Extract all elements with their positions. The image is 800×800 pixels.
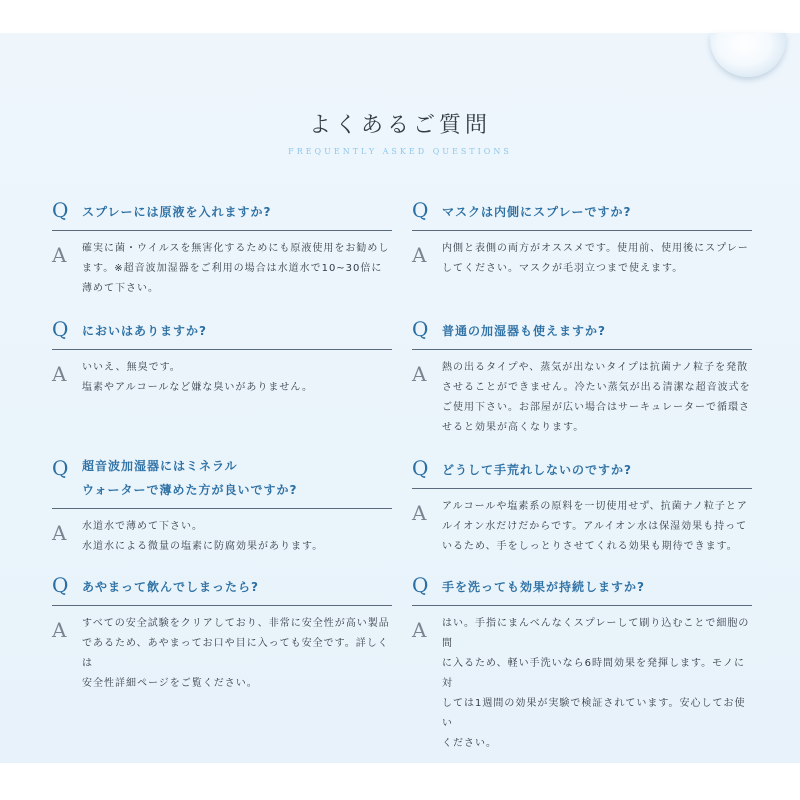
faq-answer-row — [412, 358, 752, 438]
faq-question-row[interactable] — [52, 456, 392, 509]
answer-mark-icon: A — [52, 362, 67, 386]
faq-question-row[interactable] — [412, 573, 752, 606]
faq-answer-row — [52, 614, 392, 694]
faq-question: マスクは内側にスプレーですか? — [442, 205, 632, 219]
question-mark-icon: Q — [412, 317, 429, 341]
page-subtitle: FREQUENTLY ASKED QUESTIONS — [288, 147, 512, 156]
faq-question: あやまって飲んでしまったら? — [82, 580, 259, 594]
faq-question-row[interactable] — [412, 198, 752, 231]
faq-question-row[interactable] — [52, 198, 392, 231]
faq-item — [52, 573, 392, 694]
faq-item — [412, 573, 752, 754]
answer-mark-icon: A — [412, 501, 427, 525]
answer-mark-icon: A — [412, 243, 427, 267]
faq-question: 超音波加湿器にはミネラル ウォーターで薄めた方が良いですか? — [82, 459, 298, 497]
faq-question-row[interactable] — [412, 456, 752, 489]
question-mark-icon: Q — [412, 456, 429, 480]
faq-answer-row — [412, 239, 752, 279]
question-mark-icon: Q — [52, 198, 69, 222]
faq-answer: 熱の出るタイプや、蒸気が出ないタイプは抗菌ナノ粒子を発散 させることができません。冷たい蒸気が出る清潔な超音波式を ご使用下さい。お部屋が広い場合はサーキュレーターで循環さ せると効果が高くなります。 — [442, 362, 751, 433]
faq-answer-row — [52, 517, 392, 557]
answer-mark-icon: A — [412, 618, 427, 642]
question-mark-icon: Q — [52, 573, 69, 597]
question-mark-icon: Q — [52, 317, 69, 341]
faq-answer: すべての安全試験をクリアしており、非常に安全性が高い製品 であるため、あやまってお口や目に入っても安全です。詳しくは 安全性詳細ページをご覧ください。 — [82, 618, 390, 689]
faq-question: 普通の加湿器も使えますか? — [442, 324, 606, 338]
faq-item — [412, 317, 752, 438]
faq-answer: 水道水で薄めて下さい。 水道水による微量の塩素に防腐効果があります。 — [82, 521, 324, 552]
question-mark-icon: Q — [52, 456, 69, 480]
faq-answer-row — [412, 614, 752, 754]
faq-question: どうして手荒れしないのですか? — [442, 463, 632, 477]
faq-answer-row — [52, 239, 392, 299]
faq-answer: 確実に菌・ウイルスを無害化するためにも原液使用をお勧めし ます。※超音波加湿器をご利用の場合は水道水で10~30倍に 薄めて下さい。 — [82, 243, 390, 294]
faq-item — [52, 317, 392, 398]
question-mark-icon: Q — [412, 573, 429, 597]
answer-mark-icon: A — [52, 521, 67, 545]
faq-question-row[interactable] — [412, 317, 752, 350]
answer-mark-icon: A — [52, 243, 67, 267]
faq-answer: アルコールや塩素系の原料を一切使用せず、抗菌ナノ粒子とア ルイオン水だけだからです。アルイオン水は保湿効果も持って いるため、手をしっとりさせてくれる効果も期待できます。 — [442, 501, 748, 552]
faq-question: 手を洗っても効果が持続しますか? — [442, 580, 645, 594]
faq-question-row[interactable] — [52, 317, 392, 350]
page-title: よくあるご質問 — [308, 113, 491, 138]
faq-answer: はい。手指にまんべんなくスプレーして刷り込むことで細胞の間 に入るため、軽い手洗いなら6時間効果を発揮します。モノに対 しては1週間の効果が実験で検証されています。安心してお使い ください。 — [442, 618, 750, 749]
faq-answer: いいえ、無臭です。 塩素やアルコールなど嫌な臭いがありません。 — [82, 362, 313, 393]
faq-item — [52, 198, 392, 299]
answer-mark-icon: A — [52, 618, 67, 642]
answer-mark-icon: A — [412, 362, 427, 386]
faq-answer: 内側と表側の両方がオススメです。使用前、使用後にスプレー してください。マスクが毛羽立つまで使えます。 — [442, 243, 749, 274]
faq-item — [412, 198, 752, 279]
faq-question: スプレーには原液を入れますか? — [82, 205, 272, 219]
faq-item — [52, 456, 392, 557]
question-mark-icon: Q — [412, 198, 429, 222]
faq-answer-row — [412, 497, 752, 557]
faq-question: においはありますか? — [82, 324, 207, 338]
faq-question-row[interactable] — [52, 573, 392, 606]
faq-answer-row — [52, 358, 392, 398]
faq-item — [412, 456, 752, 557]
